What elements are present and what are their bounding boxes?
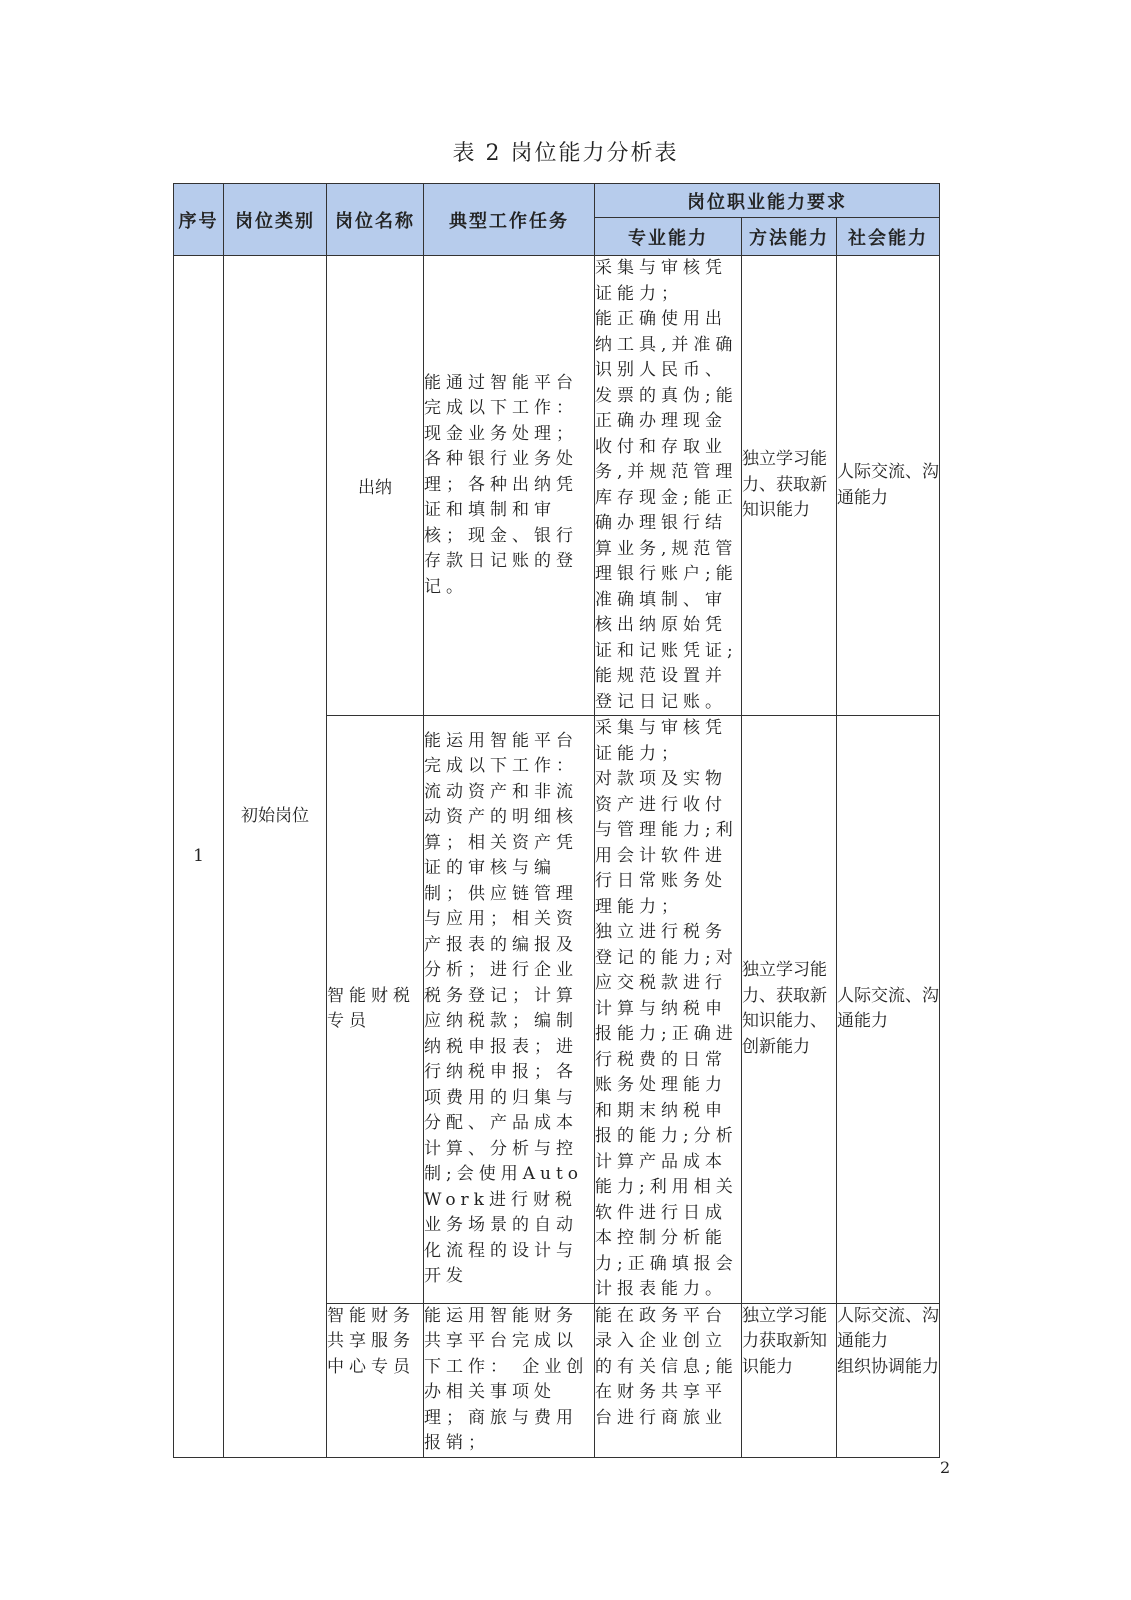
social-cell: 人际交流、沟通能力	[837, 716, 940, 1304]
page-number: 2	[940, 1458, 951, 1477]
header-seq: 序号	[174, 184, 224, 256]
table-title: 表 2 岗位能力分析表	[452, 141, 679, 166]
professional-cell: 采集与审核凭证能力； 能正确使用出纳工具,并准确识别人民币、发票的真伪;能正确办理现金收付和存取业务,并规范管理库存现金;能正确办理银行结算业务,规范管理银行账户;能准确填制、审核出纳原始凭证和记账凭证;能规范设置并登记日记账。	[595, 256, 742, 716]
category-cell: 初始岗位	[224, 256, 327, 1458]
header-social: 社会能力	[837, 218, 940, 256]
position-name-cell: 智能财务共享服务中心专员	[327, 1303, 424, 1457]
tasks-cell: 能运用智能财务共享平台完成以下工作： 企业创办相关事项处理；商旅与费用报销；	[424, 1303, 595, 1457]
position-name-cell: 出纳	[327, 256, 424, 716]
table-row	[174, 256, 940, 716]
header-category: 岗位类别	[224, 184, 327, 256]
tasks-cell: 能运用智能平台完成以下工作：流动资产和非流动资产的明细核算；相关资产凭证的审核与编制；供应链管理与应用；相关资产报表的编报及分析；进行企业税务登记；计算应纳税款；编制纳税申报表；进行纳税申报；各项费用的归集与分配、产品成本计算、分析与控制;会使用AutoWork进行财税业务场景的自动化流程的设计与开发	[424, 716, 595, 1304]
social-cell: 人际交流、沟通能力	[837, 256, 940, 716]
method-cell: 独立学习能力、获取新知识能力、 创新能力	[742, 716, 837, 1304]
professional-cell: 能在政务平台录入企业创立的有关信息;能在财务共享平台进行商旅业	[595, 1303, 742, 1457]
social-cell: 人际交流、沟通能力 组织协调能力	[837, 1303, 940, 1457]
professional-cell: 采集与审核凭证能力； 对款项及实物资产进行收付与管理能力;利用会计软件进行日常账务处理能力； 独立进行税务登记的能力;对应交税款进行计算与纳税申报能力;正确进行税费的日常账务处理能力和期末纳税申报的能力;分析计算产品成本能力;利用相关软件进行日成本控制分析能力;正确填报会计报表能力。	[595, 716, 742, 1304]
header-position: 岗位名称	[327, 184, 424, 256]
seq-cell: 1	[174, 256, 224, 1458]
position-ability-table	[173, 183, 940, 1458]
method-cell: 独立学习能力获取新知识能力	[742, 1303, 837, 1457]
header-tasks: 典型工作任务	[424, 184, 595, 256]
method-cell: 独立学习能力、获取新知识能力	[742, 256, 837, 716]
header-professional: 专业能力	[595, 218, 742, 256]
position-name-cell: 智能财税专员	[327, 716, 424, 1304]
header-ability-group: 岗位职业能力要求	[595, 184, 940, 218]
tasks-cell: 能通过智能平台完成以下工作：现金业务处理；各种银行业务处理；各种出纳凭证和填制和审核；现金、银行存款日记账的登记。	[424, 256, 595, 716]
header-method: 方法能力	[742, 218, 837, 256]
